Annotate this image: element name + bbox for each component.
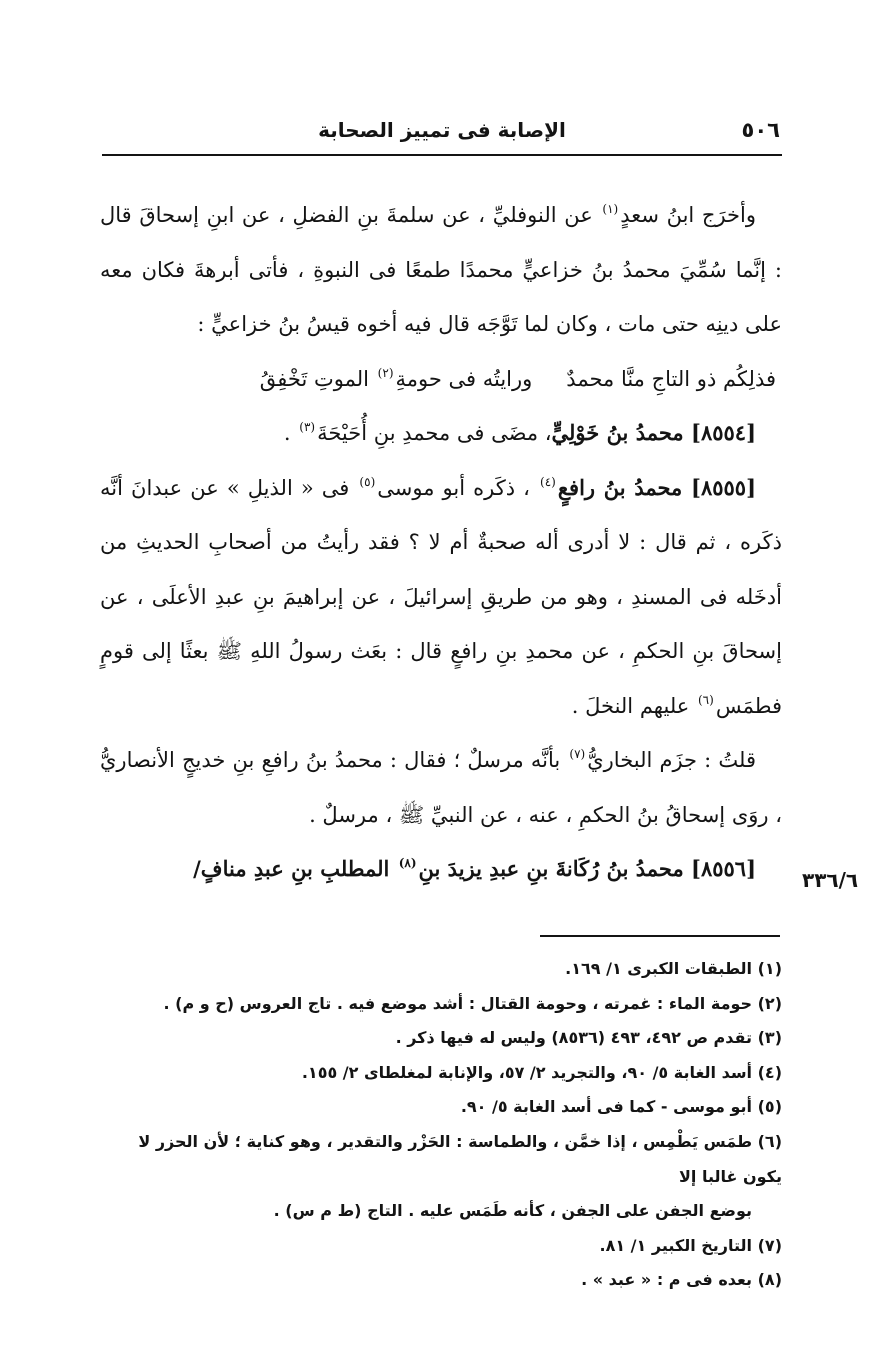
main-text (100, 188, 782, 897)
text-run: قلتُ : جزَم البخاريُّ (587, 748, 757, 772)
entry-heading: [٨٥٥٥] محمدُ بنُ رافعٍ (557, 474, 756, 500)
paragraph-author-note (100, 733, 782, 842)
text-run: فى « الذيلِ » عن عبدانَ أنَّه ذكَره ، ثم قال : لا أدرى أله صحبةٌ أم لا ؟ فقد رأيتُ من أصحابِ الحديثِ من أدخَله فى المسندِ ، وهو من طريقِ إسرائيلَ ، عن إبراهيمَ بنِ عبدِ الأعلَى ، عن إسحاقَ بنِ الحكمِ ، عن محمدِ بنِ رافعٍ قال : بعَث رسولُ اللهِ ﷺ بعثًا إلى قومٍ فطمَس (100, 475, 782, 718)
footnote-3: (٣) تقدم ص ٤٩٢، ٤٩٣ (٨٥٣٦) وليس له فيها ذكر . (395, 1028, 782, 1048)
footnote-2: (٢) حومة الماء : غمرته ، وحومة القتال : أشد موضع فيه . تاج العروس (ح و م) . (163, 993, 782, 1013)
header-rule (102, 154, 782, 156)
footnote-7: (٧) التاريخ الكبير ١/ ٨١. (599, 1235, 782, 1255)
running-title: الإصابة فى تمييز الصحابة (318, 118, 566, 142)
verse-line (100, 352, 782, 407)
verse-hemistich-1: فذلِكُم ذو التاجِ منَّا محمدٌ (566, 366, 776, 391)
entry-8555 (100, 461, 782, 734)
text-run: ورايتُه فى حومةِ (395, 366, 533, 391)
text-run: عليهم النخلَ . (571, 693, 696, 718)
text-run: ، مضَى فى محمدِ بنِ أُحَيْحَةَ (317, 421, 552, 445)
text-run: بأنَّه مرسلٌ ؛ فقال : محمدُ بنُ رافعِ بنِ خديجٍ الأنصاريُّ ، روَى إسحاقُ بنُ الحكمِ ، عنه ، عن النبيِّ ﷺ ، مرسلٌ . (100, 748, 782, 827)
text-run: عن النوفليِّ ، عن سلمةَ بنِ الفضلِ ، عن ابنِ إسحاقَ قال : إنَّما سُمِّيَ محمدُ بنُ خزاعيٍّ محمدًا طمعًا فى النبوةِ ، فأتى أبرهةَ فكان معه على دينِه حتى مات ، وكان لما تَوَّجَه قال فيه أخوه قيسُ بنُ خزاعيٍّ : (100, 203, 782, 336)
verse-hemistich-2 (260, 367, 533, 391)
running-head (104, 118, 780, 148)
entry-8554 (100, 406, 782, 461)
text-run: وأخرَج ابنُ سعدٍ (620, 203, 756, 227)
page-number: ٥٠٦ (741, 118, 780, 142)
entry-8556 (100, 842, 782, 897)
footnote-ref-5[interactable]: (٥) (359, 474, 376, 489)
footnote-ref-4[interactable]: (٤) (540, 474, 556, 489)
footnote-5: (٥) أبو موسى - كما فى أسد الغابة ٥/ ٩٠. (460, 1097, 782, 1117)
footnote-ref-6[interactable]: (٦) (697, 692, 714, 707)
footnote-ref-3[interactable]: (٣) (299, 420, 316, 434)
footnote-1: (١) الطبقات الكبرى ١/ ١٦٩. (565, 959, 782, 978)
footnote-6: (٦) طمَس يَطْمِس ، إذا خمَّن ، والطماسة : الحَزْر والتقدير ، وهو كناية ؛ لأن الحزر لا يكون غالبا إلا (138, 1131, 782, 1186)
margin-volume-page-ref: ٣٣٦/٦ (802, 868, 859, 892)
text-run: [٨٥٥٦] محمدُ بنُ رُكَانةَ بنِ عبدِ يزيدَ بنِ (418, 856, 756, 881)
footnote-ref-1[interactable]: (١) (602, 202, 619, 216)
footnote-4: (٤) أسد الغابة ٥/ ٩٠، والتجريد ٢/ ٥٧، والإنابة لمغلطاى ٢/ ١٥٥. (301, 1062, 782, 1082)
footnote-8: (٨) بعده فى م : « عبد » . (581, 1270, 782, 1290)
text-run: المطلبِ بنِ عبدِ منافٍ/ (193, 856, 397, 881)
text-run: . (283, 421, 298, 445)
entry-heading: [٨٥٥٤] محمدُ بنُ خَوْلِيٍّ (551, 420, 756, 445)
paragraph-ibn-saad (100, 188, 782, 352)
footnote-ref-8[interactable]: (٨) (398, 856, 417, 870)
footnote-6-continued: بوضع الجفن على الجفن ، كأنه طَمَس عليه . التاج (ط م س) . (273, 1201, 752, 1221)
text-run: الموتِ تَخْفِقُ (259, 366, 376, 391)
footnote-ref-2[interactable]: (٢) (377, 365, 394, 380)
footnote-rule (540, 935, 780, 937)
footnote-ref-7[interactable]: (٧) (569, 747, 586, 761)
footnotes (96, 952, 782, 1298)
text-run: ، ذكَره أبو موسى (377, 475, 539, 500)
